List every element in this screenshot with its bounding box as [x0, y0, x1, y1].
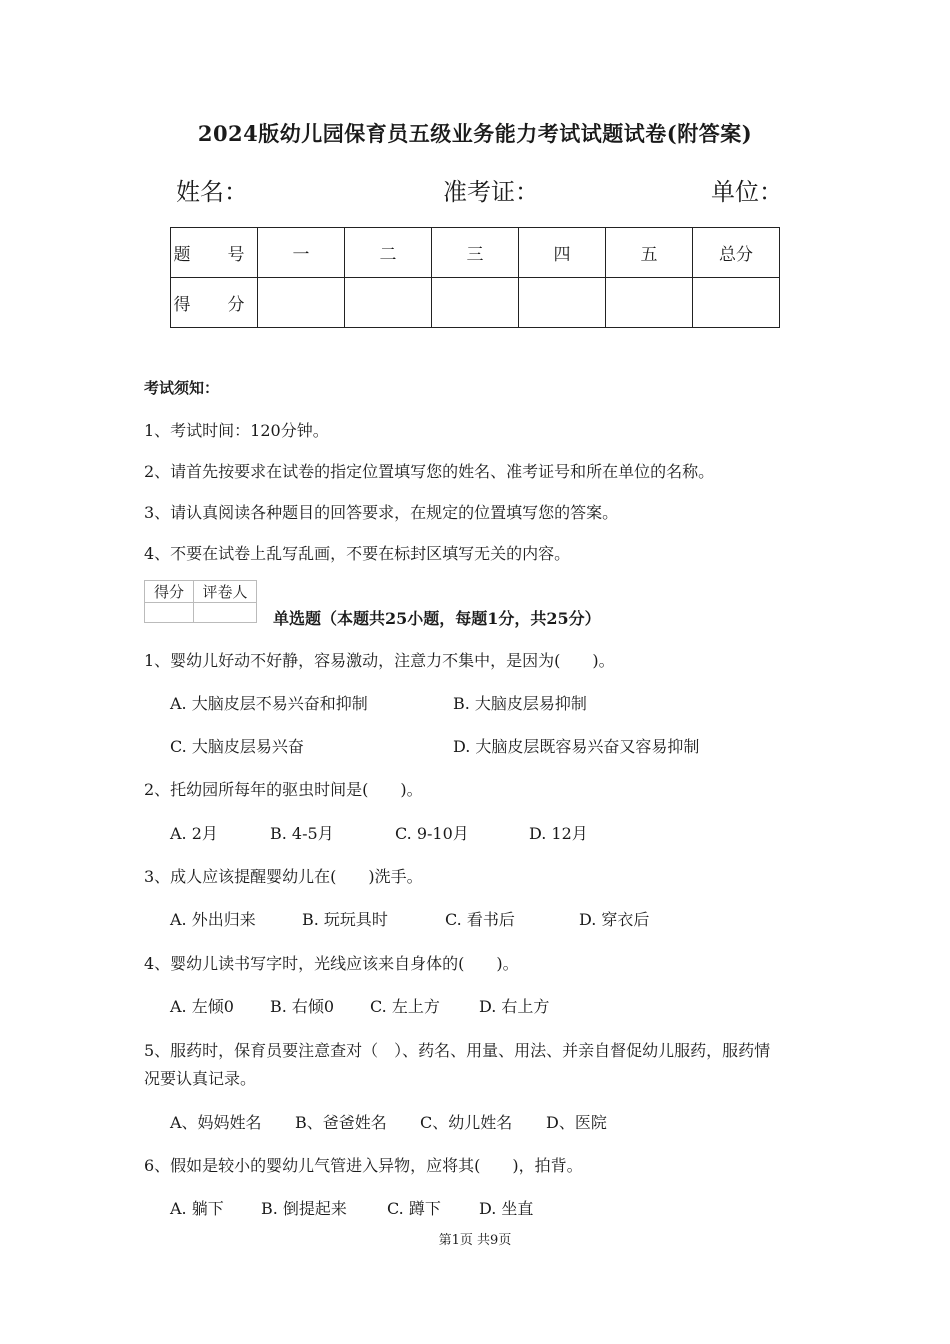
question-stem: 3、成人应该提醒婴幼儿在( )洗手。 [144, 867, 423, 886]
option: B、爸爸姓名 [295, 1113, 387, 1132]
score-input-cell[interactable] [519, 278, 606, 328]
notice-heading: 考试须知： [144, 379, 220, 397]
question-stem: 2、托幼园所每年的驱虫时间是( )。 [144, 780, 423, 799]
option: C. 左上方 [370, 997, 440, 1016]
option: C. 看书后 [445, 910, 515, 929]
question-stem: 5、服药时，保育员要注意查对（ ）、药名、用量、用法、并亲自督促幼儿服药，服药情 [144, 1041, 771, 1060]
score-header-cell: 总分 [693, 228, 780, 278]
option: A. 躺下 [170, 1199, 224, 1218]
score-input-cell[interactable] [606, 278, 693, 328]
option: B. 倒提起来 [261, 1199, 347, 1218]
page-title: 2024版幼儿园保育员五级业务能力考试试题试卷(附答案) [197, 121, 753, 146]
question-stem: 6、假如是较小的婴幼儿气管进入异物，应将其( )，拍背。 [144, 1156, 583, 1175]
score-input-cell[interactable] [693, 278, 780, 328]
option: C. 9-10月 [395, 824, 469, 843]
option: B. 右倾0 [270, 997, 335, 1016]
option: D. 穿衣后 [579, 910, 650, 929]
grader-score-label: 得分 [145, 581, 194, 603]
option: D. 右上方 [479, 997, 550, 1016]
option: B. 4-5月 [270, 824, 334, 843]
question-stem: 4、婴幼儿读书写字时，光线应该来自身体的( )。 [144, 954, 519, 973]
option: D、医院 [546, 1113, 607, 1132]
exam-id-field-label: 准考证： [443, 178, 539, 206]
score-row-label: 得 分 [171, 278, 258, 328]
question-stem-continued: 况要认真记录。 [144, 1069, 257, 1088]
option: B. 大脑皮层易抑制 [453, 694, 587, 713]
notice-item: 1、考试时间：120分钟。 [144, 421, 329, 440]
notice-item: 4、不要在试卷上乱写乱画，不要在标封区填写无关的内容。 [144, 544, 571, 563]
option: A、妈妈姓名 [170, 1113, 262, 1132]
notice-item: 3、请认真阅读各种题目的回答要求，在规定的位置填写您的答案。 [144, 503, 619, 522]
grader-score-cell[interactable] [145, 603, 194, 623]
score-input-cell[interactable] [432, 278, 519, 328]
score-header-cell: 二 [345, 228, 432, 278]
option: C. 蹲下 [387, 1199, 441, 1218]
score-header-cell: 四 [519, 228, 606, 278]
score-header-cell: 五 [606, 228, 693, 278]
notice-item: 2、请首先按要求在试卷的指定位置填写您的姓名、准考证号和所在单位的名称。 [144, 462, 715, 481]
score-header-cell: 题 号 [171, 228, 258, 278]
option: A. 2月 [170, 824, 218, 843]
option: C. 大脑皮层易兴奋 [170, 737, 304, 756]
section-title: 单选题（本题共25小题，每题1分，共25分） [273, 609, 601, 628]
option: B. 玩玩具时 [302, 910, 388, 929]
score-table-score-row [171, 278, 780, 328]
score-table [170, 227, 780, 328]
score-header-cell: 一 [258, 228, 345, 278]
grader-box [144, 580, 257, 623]
option: C、幼儿姓名 [420, 1113, 513, 1132]
option: D. 大脑皮层既容易兴奋又容易抑制 [453, 737, 700, 756]
grader-reviewer-label: 评卷人 [194, 581, 257, 603]
name-field-label: 姓名： [176, 178, 248, 206]
option: A. 外出归来 [170, 910, 256, 929]
score-header-cell: 三 [432, 228, 519, 278]
score-input-cell[interactable] [345, 278, 432, 328]
option: D. 坐直 [479, 1199, 534, 1218]
option: A. 左倾0 [170, 997, 234, 1016]
unit-field-label: 单位： [711, 178, 783, 206]
option: A. 大脑皮层不易兴奋和抑制 [170, 694, 368, 713]
page-footer: 第1页 共9页 [438, 1233, 512, 1248]
score-table-header-row [171, 228, 780, 278]
score-input-cell[interactable] [258, 278, 345, 328]
option: D. 12月 [529, 824, 588, 843]
question-stem: 1、婴幼儿好动不好静，容易激动，注意力不集中，是因为( )。 [144, 651, 615, 670]
grader-reviewer-cell[interactable] [194, 603, 257, 623]
